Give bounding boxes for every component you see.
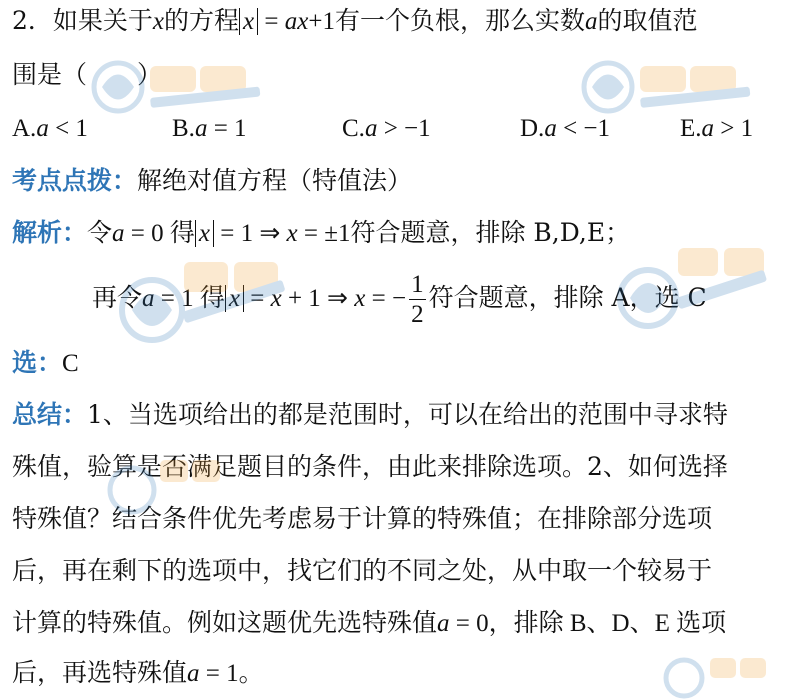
math-var: a <box>437 610 450 637</box>
option-c: C.a > −1 <box>342 115 431 142</box>
question-line-1: 2．如果关于x的方程 x = ax+1有一个负根，那么实数a的取值范 <box>12 6 698 35</box>
math-abs: x <box>239 8 258 35</box>
math-var: a <box>142 285 155 312</box>
zongjie-line-1: 总结：1、当选项给出的都是范围时，可以在给出的范围中寻求特 <box>12 400 728 429</box>
xuan-answer: C <box>62 350 79 377</box>
kaodian-label: 考点点拨： <box>12 166 138 195</box>
option-a: A.a < 1 <box>12 115 88 142</box>
zongjie-line-4: 后，再在剩下的选项中，找它们的不同之处，从中取一个较易于 <box>12 556 713 585</box>
jiexi-line-1: 解析：令a = 0 得 x = 1 ⇒ x = ±1符合题意，排除 B,D,E； <box>12 218 631 247</box>
math-abs: x <box>225 285 244 312</box>
question-text: 的方程 <box>164 6 240 35</box>
jiexi-label: 解析： <box>12 218 88 247</box>
fraction: $\frac{1}{2}$ <box>411 271 424 328</box>
question-text: 如果关于 <box>52 6 153 35</box>
math-var: a <box>585 8 598 35</box>
zongjie-label: 总结： <box>12 400 88 429</box>
kaodian-text: 解绝对值方程（特值法） <box>137 166 413 195</box>
question-number: 2． <box>12 6 53 35</box>
question-text: 围是（ ） <box>12 60 163 89</box>
jiexi-line-2: 再令a = 1 得 x = x + 1 ⇒ x = − $\frac{1}{2}$ 符合题意，排除 A，选 C <box>92 271 707 328</box>
option-b: B.a = 1 <box>172 115 247 142</box>
kaodian-line <box>12 164 780 198</box>
zongjie-line-2: 殊值，验算是否满足题目的条件，由此来排除选项。2、如何选择 <box>12 452 728 481</box>
xuan-line <box>12 346 780 381</box>
zongjie-line-6: 后，再选特殊值a = 1。 <box>12 658 264 687</box>
zongjie-line-3: 特殊值？结合条件优先考虑易于计算的特殊值；在排除部分选项 <box>12 504 713 533</box>
xuan-label: 选： <box>12 348 63 377</box>
option-d: D.a < −1 <box>520 115 611 142</box>
question-text: 的取值范 <box>597 6 698 35</box>
math-var: a <box>112 220 125 247</box>
math-text: +1 <box>308 8 335 35</box>
option-e: E.a > 1 <box>680 115 754 142</box>
options-row <box>12 112 780 146</box>
question-text: 有一个负根，那么实数 <box>334 6 585 35</box>
question-line-2 <box>12 58 780 92</box>
math-var: a <box>187 660 200 687</box>
math-abs: x <box>195 220 214 247</box>
math-var: ax <box>284 8 309 35</box>
math-var: x <box>152 8 165 35</box>
zongjie-line-5: 计算的特殊值。例如这题优先选特殊值a = 0，排除 B、D、E 选项 <box>12 608 727 637</box>
